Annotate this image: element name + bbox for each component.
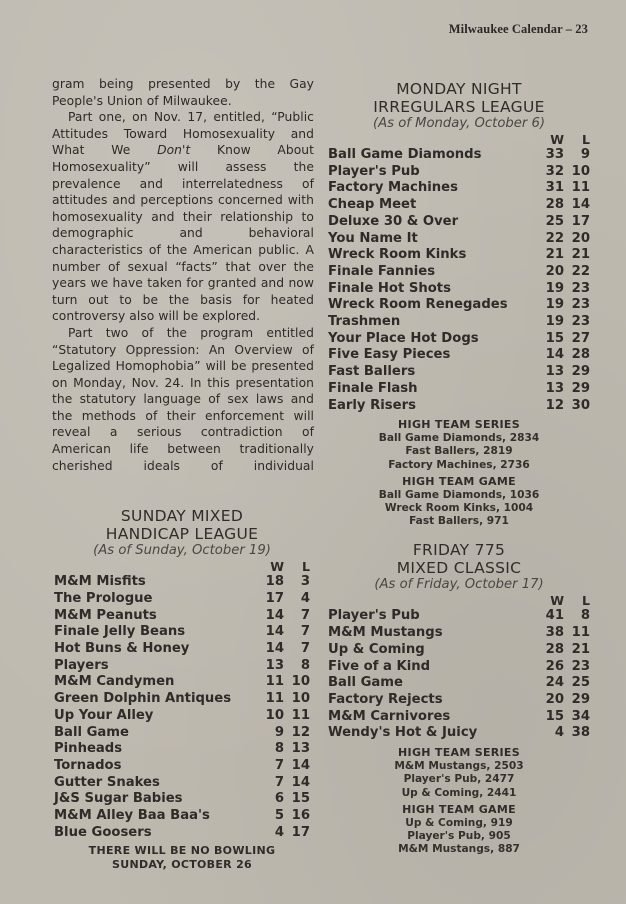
losses-value: 21 bbox=[571, 247, 590, 263]
standings-row bbox=[328, 692, 590, 709]
wins-value: 14 bbox=[265, 624, 284, 640]
article-paragraph bbox=[52, 325, 314, 474]
league-title bbox=[328, 80, 590, 116]
standings-row bbox=[328, 314, 590, 331]
standings-row bbox=[328, 398, 590, 415]
team-name: Gutter Snakes bbox=[54, 774, 160, 790]
standings-row bbox=[328, 381, 590, 398]
losses-value: 8 bbox=[580, 608, 590, 624]
team-name: Blue Goosers bbox=[54, 824, 152, 840]
losses-value: 25 bbox=[571, 675, 590, 691]
standings-row bbox=[54, 691, 310, 708]
team-name: You Name It bbox=[328, 230, 418, 246]
losses-value: 27 bbox=[571, 330, 590, 346]
team-column-header bbox=[328, 594, 538, 608]
losses-value: 11 bbox=[571, 180, 590, 196]
standings-header-row bbox=[328, 594, 590, 608]
losses-value: 23 bbox=[571, 314, 590, 330]
team-name: M&M Peanuts bbox=[54, 607, 157, 623]
wins-value: 13 bbox=[265, 657, 284, 673]
league-title-line: HANDICAP LEAGUE bbox=[105, 525, 259, 544]
losses-value: 10 bbox=[571, 163, 590, 179]
team-name: M&M Alley Baa Baa's bbox=[54, 808, 210, 824]
standings-table bbox=[54, 560, 310, 841]
team-name: Finale Flash bbox=[328, 380, 418, 396]
league-title bbox=[328, 541, 590, 577]
wins-value: 22 bbox=[545, 230, 564, 246]
high-game-entry: Up & Coming, 919 bbox=[405, 816, 513, 829]
losses-value: 13 bbox=[291, 741, 310, 757]
team-name: Ball Game Diamonds bbox=[328, 147, 482, 162]
losses-value: 28 bbox=[571, 347, 590, 363]
standings-header-row bbox=[54, 560, 310, 574]
wins-value: 6 bbox=[274, 791, 284, 807]
standings-row bbox=[328, 347, 590, 364]
league-sunday bbox=[52, 507, 314, 871]
standings-body bbox=[328, 608, 590, 742]
losses-value: 29 bbox=[571, 364, 590, 380]
losses-value: 9 bbox=[580, 147, 590, 162]
wins-value: 14 bbox=[545, 347, 564, 363]
losses-value: 7 bbox=[300, 624, 310, 640]
wins-value: 9 bbox=[274, 724, 284, 740]
standings-row bbox=[54, 641, 310, 658]
wins-value: 4 bbox=[554, 725, 564, 741]
wins-value: 24 bbox=[545, 675, 564, 691]
losses-value: 15 bbox=[291, 791, 310, 807]
paragraph-text: Part one, on Nov. 17, entitled, “Public Attitudes Toward Homosexuality and What We bbox=[52, 110, 314, 158]
standings-row bbox=[54, 591, 310, 608]
high-series-entry: Player's Pub, 2477 bbox=[403, 773, 515, 786]
right-column bbox=[328, 80, 590, 859]
standings-row bbox=[328, 725, 590, 742]
wins-value: 20 bbox=[545, 263, 564, 279]
high-team-series bbox=[328, 418, 590, 472]
losses-value: 21 bbox=[571, 641, 590, 657]
losses-value: 17 bbox=[291, 824, 310, 840]
team-name: Players bbox=[54, 657, 109, 673]
losses-value: 30 bbox=[571, 397, 590, 413]
league-title-line: SUNDAY MIXED bbox=[120, 507, 244, 526]
wins-value: 15 bbox=[545, 708, 564, 724]
wins-value: 19 bbox=[545, 280, 564, 296]
high-series-header: HIGH TEAM SERIES bbox=[398, 746, 520, 760]
losses-value: 22 bbox=[571, 263, 590, 279]
losses-value: 23 bbox=[571, 658, 590, 674]
article-continuation bbox=[52, 76, 314, 474]
team-name: Up & Coming bbox=[328, 641, 425, 657]
team-name: Wendy's Hot & Juicy bbox=[328, 725, 478, 741]
high-series-entry: Ball Game Diamonds, 2834 bbox=[378, 432, 540, 445]
standings-row bbox=[328, 164, 590, 181]
team-name: Tornados bbox=[54, 757, 122, 773]
wins-value: 12 bbox=[545, 397, 564, 413]
standings-row bbox=[54, 775, 310, 792]
standings-row bbox=[328, 608, 590, 625]
high-series-entry: Fast Ballers, 2819 bbox=[405, 445, 513, 458]
losses-value: 10 bbox=[291, 691, 310, 707]
losses-value: 11 bbox=[291, 707, 310, 723]
team-name: M&M Misfits bbox=[54, 574, 146, 590]
as-of-date: (As of Sunday, October 19) bbox=[93, 543, 271, 559]
losses-value: 17 bbox=[571, 213, 590, 229]
high-game-header: HIGH TEAM GAME bbox=[402, 802, 516, 816]
article-paragraph bbox=[52, 109, 314, 325]
standings-header-row bbox=[328, 133, 590, 147]
wins-value: 4 bbox=[274, 824, 284, 840]
losses-column-header: L bbox=[302, 559, 310, 575]
standings-row bbox=[54, 624, 310, 641]
losses-value: 29 bbox=[571, 691, 590, 707]
wins-value: 15 bbox=[545, 330, 564, 346]
losses-value: 16 bbox=[291, 808, 310, 824]
wins-value: 33 bbox=[545, 147, 564, 162]
team-name: Factory Machines bbox=[328, 180, 458, 196]
team-name: Factory Rejects bbox=[328, 691, 443, 707]
team-name: M&M Candymen bbox=[54, 674, 175, 690]
team-name: M&M Carnivores bbox=[328, 708, 451, 724]
high-team-game bbox=[328, 475, 590, 529]
wins-value: 25 bbox=[545, 213, 564, 229]
left-column bbox=[52, 76, 314, 872]
losses-value: 14 bbox=[571, 197, 590, 213]
wins-column-header: W bbox=[550, 132, 564, 147]
standings-row bbox=[54, 741, 310, 758]
losses-value: 20 bbox=[571, 230, 590, 246]
wins-value: 32 bbox=[545, 163, 564, 179]
losses-value: 34 bbox=[571, 708, 590, 724]
league-title-line: MONDAY NIGHT bbox=[396, 80, 522, 98]
league-title-line: FRIDAY 775 bbox=[412, 541, 506, 560]
standings-row bbox=[328, 675, 590, 692]
as-of-date: (As of Friday, October 17) bbox=[374, 577, 544, 593]
losses-value: 10 bbox=[291, 674, 310, 690]
high-game-entry: Player's Pub, 905 bbox=[407, 829, 511, 842]
team-name: J&S Sugar Babies bbox=[54, 791, 183, 807]
standings-row bbox=[54, 574, 310, 591]
losses-value: 14 bbox=[291, 774, 310, 790]
team-name: Finale Fannies bbox=[328, 263, 436, 279]
high-game-entry: Wreck Room Kinks, 1004 bbox=[384, 502, 534, 515]
wins-value: 14 bbox=[265, 607, 284, 623]
losses-value: 38 bbox=[571, 725, 590, 741]
losses-value: 12 bbox=[291, 724, 310, 740]
wins-value: 19 bbox=[545, 297, 564, 313]
wins-value: 21 bbox=[545, 247, 564, 263]
high-team-series bbox=[328, 746, 590, 800]
standings-row bbox=[328, 197, 590, 214]
standings-row bbox=[328, 642, 590, 659]
high-team-game bbox=[328, 803, 590, 857]
team-name: Five of a Kind bbox=[328, 658, 431, 674]
league-title-line: IRREGULARS LEAGUE bbox=[373, 98, 545, 116]
notice-line: SUNDAY, OCTOBER 26 bbox=[112, 857, 252, 871]
standings-row bbox=[54, 758, 310, 775]
as-of-date: (As of Monday, October 6) bbox=[372, 116, 546, 131]
high-scores bbox=[328, 418, 590, 528]
losses-value: 23 bbox=[571, 297, 590, 313]
high-scores bbox=[328, 746, 590, 856]
wins-value: 11 bbox=[265, 691, 284, 707]
standings-table bbox=[328, 133, 590, 414]
standings-row bbox=[54, 608, 310, 625]
team-name: Green Dolphin Antiques bbox=[54, 691, 232, 707]
emphasis-text: Don't bbox=[157, 143, 191, 158]
paragraph-text: gram being presented by the Gay People's Union of Milwaukee. bbox=[52, 77, 314, 108]
standings-row bbox=[328, 264, 590, 281]
team-name: Player's Pub bbox=[328, 608, 420, 624]
standings-row bbox=[54, 725, 310, 742]
wins-value: 14 bbox=[265, 641, 284, 657]
team-name: Player's Pub bbox=[328, 163, 420, 179]
team-name: Hot Buns & Honey bbox=[54, 641, 190, 657]
wins-value: 10 bbox=[265, 707, 284, 723]
standings-row bbox=[328, 625, 590, 642]
standings-row bbox=[54, 808, 310, 825]
wins-value: 5 bbox=[274, 808, 284, 824]
standings-row bbox=[54, 708, 310, 725]
team-name: Early Risers bbox=[328, 397, 416, 413]
team-name: Cheap Meet bbox=[328, 197, 417, 213]
article-paragraph bbox=[52, 76, 314, 109]
high-series-entry: Up & Coming, 2441 bbox=[401, 786, 517, 799]
team-column-header bbox=[54, 560, 258, 574]
wins-value: 38 bbox=[545, 625, 564, 641]
wins-value: 13 bbox=[545, 380, 564, 396]
team-name: Finale Hot Shots bbox=[328, 280, 451, 296]
team-name: Ball Game bbox=[328, 675, 403, 691]
high-game-entry: M&M Mustangs, 887 bbox=[398, 843, 520, 856]
team-name: Wreck Room Renegades bbox=[328, 297, 508, 313]
paragraph-text: Know About Homosexuality” will assess the prevalence and interrelatedness of attitudes and perceptions concerned with homosexuality and their relationship to demographic and behavioral characteristics of the American public. A number of sexual “facts” that over the years we have taken for granted and now turn out to be the basis for heated controversy also will be explored. bbox=[52, 143, 314, 324]
wins-value: 28 bbox=[545, 197, 564, 213]
standings-table bbox=[328, 594, 590, 742]
losses-value: 8 bbox=[300, 657, 310, 673]
standings-row bbox=[328, 331, 590, 348]
team-name: Finale Jelly Beans bbox=[54, 624, 186, 640]
losses-value: 7 bbox=[300, 641, 310, 657]
league-friday bbox=[328, 541, 590, 856]
team-name: Five Easy Pieces bbox=[328, 347, 451, 363]
standings-row bbox=[328, 247, 590, 264]
losses-value: 3 bbox=[300, 574, 310, 590]
team-name: Trashmen bbox=[328, 314, 401, 330]
standings-body bbox=[328, 147, 590, 414]
team-name: Ball Game bbox=[54, 724, 129, 740]
team-name: Up Your Alley bbox=[54, 707, 154, 723]
wins-value: 13 bbox=[545, 364, 564, 380]
wins-value: 20 bbox=[545, 691, 564, 707]
losses-value: 7 bbox=[300, 607, 310, 623]
wins-column-header: W bbox=[550, 593, 564, 609]
standings-body bbox=[54, 574, 310, 841]
wins-value: 26 bbox=[545, 658, 564, 674]
wins-value: 18 bbox=[265, 574, 284, 590]
wins-column-header: W bbox=[270, 559, 284, 575]
standings-row bbox=[328, 659, 590, 676]
team-name: Your Place Hot Dogs bbox=[328, 330, 479, 346]
losses-value: 29 bbox=[571, 380, 590, 396]
no-bowling-notice bbox=[54, 844, 310, 872]
high-game-entry: Fast Ballers, 971 bbox=[409, 515, 509, 528]
losses-column-header: L bbox=[582, 593, 590, 609]
standings-row bbox=[54, 791, 310, 808]
wins-value: 28 bbox=[545, 641, 564, 657]
standings-row bbox=[328, 180, 590, 197]
paragraph-text: Part two of the program entitled “Statutory Oppression: An Overview of Legalized Homophobia” will be presented on Monday, Nov. 24. In this presentation the statutory language of sex laws and the methods of their enforcement will reveal a serious contradiction of American life between traditionally cherished ideals of individual bbox=[52, 325, 314, 473]
standings-row bbox=[328, 214, 590, 231]
standings-row bbox=[328, 364, 590, 381]
standings-row bbox=[328, 231, 590, 248]
team-column-header bbox=[328, 133, 538, 147]
notice-line: THERE WILL BE NO BOWLING bbox=[88, 843, 276, 857]
team-name: The Prologue bbox=[54, 590, 153, 606]
wins-value: 7 bbox=[274, 774, 284, 790]
wins-value: 41 bbox=[545, 608, 564, 624]
league-monday bbox=[328, 80, 590, 528]
wins-value: 31 bbox=[545, 180, 564, 196]
standings-row bbox=[328, 297, 590, 314]
standings-row bbox=[328, 147, 590, 164]
high-series-header: HIGH TEAM SERIES bbox=[398, 418, 520, 432]
wins-value: 17 bbox=[265, 590, 284, 606]
high-series-entry: M&M Mustangs, 2503 bbox=[394, 760, 524, 773]
standings-row bbox=[54, 674, 310, 691]
losses-value: 4 bbox=[300, 590, 310, 606]
losses-value: 14 bbox=[291, 757, 310, 773]
team-name: Fast Ballers bbox=[328, 364, 416, 380]
losses-value: 23 bbox=[571, 280, 590, 296]
team-name: Pinheads bbox=[54, 741, 123, 757]
high-series-entry: Factory Machines, 2736 bbox=[388, 458, 530, 471]
team-name: Wreck Room Kinks bbox=[328, 247, 467, 263]
league-title-line: MIXED CLASSIC bbox=[396, 559, 522, 578]
league-title bbox=[54, 507, 310, 543]
high-game-entry: Ball Game Diamonds, 1036 bbox=[378, 488, 540, 501]
team-name: M&M Mustangs bbox=[328, 625, 443, 641]
running-head: Milwaukee Calendar – 23 bbox=[448, 22, 588, 36]
losses-value: 11 bbox=[571, 625, 590, 641]
wins-value: 8 bbox=[274, 741, 284, 757]
team-name: Deluxe 30 & Over bbox=[328, 213, 459, 229]
wins-value: 7 bbox=[274, 757, 284, 773]
wins-value: 11 bbox=[265, 674, 284, 690]
standings-row bbox=[328, 709, 590, 726]
standings-row bbox=[54, 825, 310, 842]
high-game-header: HIGH TEAM GAME bbox=[402, 474, 516, 488]
standings-row bbox=[54, 658, 310, 675]
standings-row bbox=[328, 281, 590, 298]
wins-value: 19 bbox=[545, 314, 564, 330]
losses-column-header: L bbox=[582, 132, 590, 147]
